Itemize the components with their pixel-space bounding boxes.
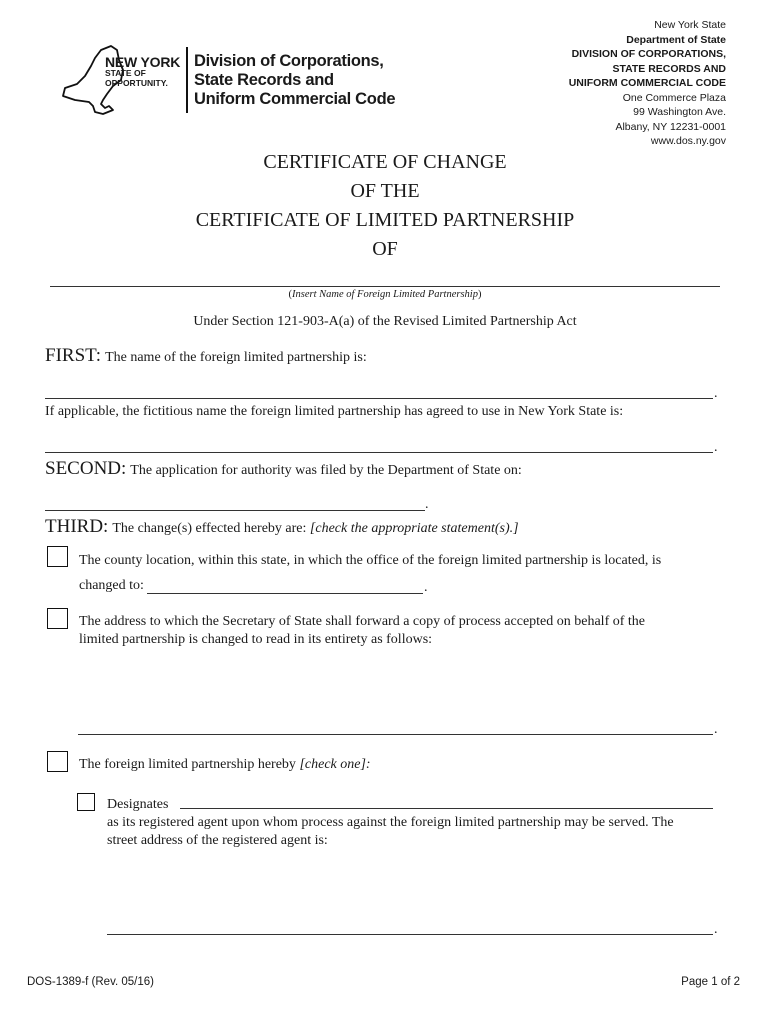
logo-ny-text: NEW YORK [105, 54, 181, 70]
county-line[interactable] [147, 593, 423, 594]
county-change-label: changed to: [79, 578, 144, 593]
form-id: DOS-1389-f (Rev. 05/16) [27, 976, 154, 988]
line-end-period: . [714, 386, 718, 401]
process-address-checkbox[interactable] [47, 608, 68, 629]
process-address-text-1: The address to which the Secretary of State shall forward a copy of process accepted on behalf of the [79, 614, 646, 629]
designates-text-1: as its registered agent upon whom process against the foreign limited partnership may be served. The [107, 815, 674, 830]
county-change-checkbox[interactable] [47, 546, 68, 567]
logo-subtitle-2: OPPORTUNITY. [105, 78, 168, 88]
address-line: Albany, NY 12231-0001 [615, 120, 726, 133]
division-line-1: Division of Corporations, [194, 52, 384, 70]
address-line: 99 Washington Ave. [633, 106, 726, 118]
second-text: The application for authority was filed by the Department of State on: [130, 463, 522, 478]
third-label: THIRD: [45, 516, 109, 537]
division-line-2: State Records and [194, 71, 334, 89]
logo-divider [186, 47, 188, 113]
designates-label: Designates [107, 797, 169, 812]
address-line: DIVISION OF CORPORATIONS, [571, 48, 726, 60]
name-field-caption: (Insert Name of Foreign Limited Partnership) [288, 289, 482, 300]
page-number: Page 1 of 2 [681, 976, 740, 988]
partnership-name-field[interactable] [50, 286, 720, 287]
first-label: FIRST: [45, 345, 102, 366]
document-title [0, 148, 770, 264]
third-paragraph [45, 516, 519, 538]
title-line: CERTIFICATE OF CHANGE [263, 151, 507, 173]
title-line: CERTIFICATE OF LIMITED PARTNERSHIP [195, 209, 575, 231]
line-end-period: . [714, 440, 718, 455]
address-line: One Commerce Plaza [622, 91, 726, 104]
designates-text-2: street address of the registered agent is: [107, 833, 328, 848]
partnership-name-line[interactable] [45, 398, 713, 399]
division-line-3: Uniform Commercial Code [194, 90, 396, 108]
title-line: OF [372, 238, 398, 260]
second-label: SECOND: [45, 458, 127, 479]
agent-address-line[interactable] [107, 934, 713, 935]
under-section-text: Under Section 121-903-A(a) of the Revised Limited Partnership Act [193, 314, 577, 329]
agency-address [569, 18, 726, 149]
line-end-period: . [425, 497, 429, 512]
process-address-line[interactable] [78, 734, 713, 735]
county-change-text: The county location, within this state, in which the office of the foreign limited partnership is located, is [79, 553, 662, 568]
address-line: STATE RECORDS AND [612, 62, 726, 75]
third-text: The change(s) effected hereby are: [112, 521, 310, 536]
address-line: www.dos.ny.gov [650, 135, 726, 147]
line-end-period: . [424, 580, 428, 595]
first-text: The name of the foreign limited partnership is: [105, 350, 367, 365]
address-line: UNIFORM COMMERCIAL CODE [568, 77, 726, 89]
line-end-period: . [714, 922, 718, 937]
title-line: OF THE [350, 180, 420, 202]
address-line: New York State [654, 19, 726, 31]
fictitious-name-text: If applicable, the fictitious name the foreign limited partnership has agreed to use in New York State is: [45, 404, 624, 419]
third-instruction: [check the appropriate statement(s).] [309, 521, 519, 536]
logo-subtitle-1: STATE OF [105, 68, 146, 78]
first-paragraph [45, 345, 367, 367]
address-line: Department of State [626, 33, 726, 46]
designates-checkbox[interactable] [77, 793, 95, 811]
second-paragraph [45, 458, 522, 480]
designates-name-line[interactable] [180, 808, 713, 809]
fictitious-name-line[interactable] [45, 452, 713, 453]
process-address-text-2: limited partnership is changed to read in its entirety as follows: [79, 632, 433, 647]
line-end-period: . [714, 722, 718, 737]
registered-agent-checkbox[interactable] [47, 751, 68, 772]
filing-date-line[interactable] [45, 510, 425, 511]
registered-agent-text: The foreign limited partnership hereby [check one]: [79, 757, 371, 772]
